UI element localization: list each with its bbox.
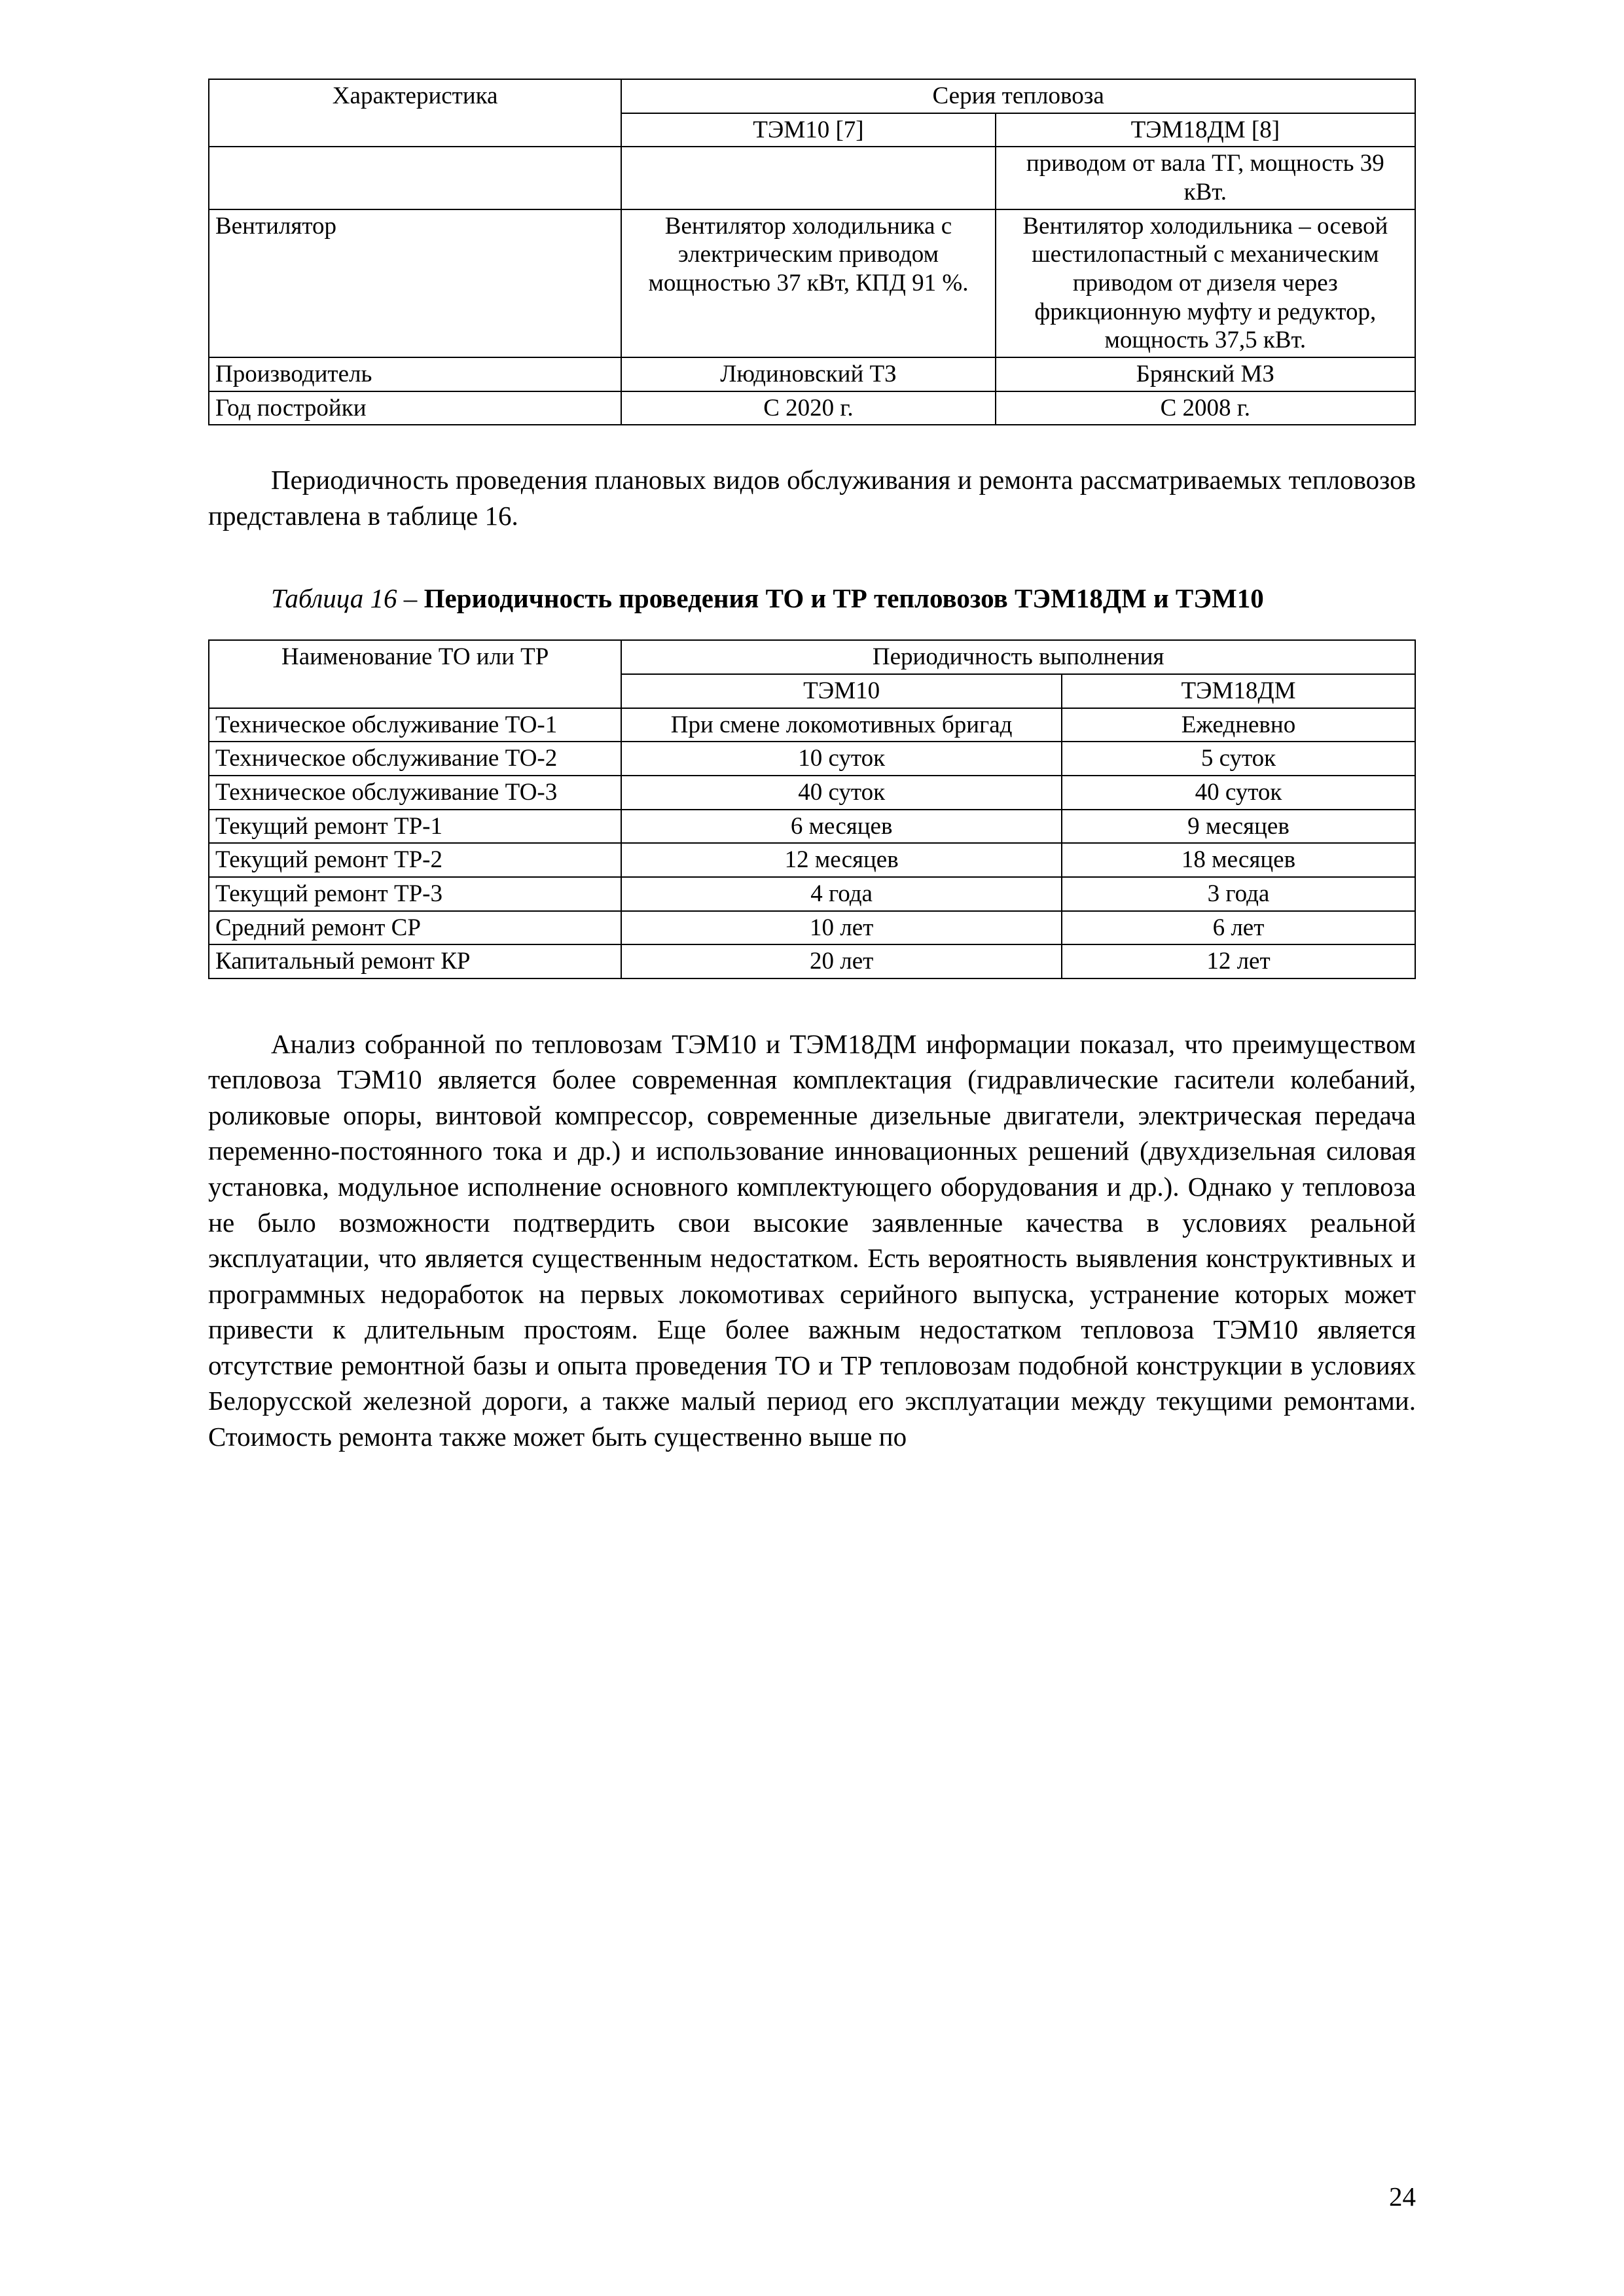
table-row <box>209 708 1415 742</box>
table-row <box>209 843 1415 877</box>
spacer <box>208 425 1416 462</box>
cell-tem10: Людиновский ТЗ <box>621 357 995 391</box>
table-row <box>209 391 1415 425</box>
cell-name: Производитель <box>209 357 621 391</box>
header-cell-tem10: ТЭМ10 [7] <box>621 113 995 147</box>
header-cell-characteristic: Характеристика <box>209 79 621 147</box>
cell-tem18dm: 18 месяцев <box>1062 843 1415 877</box>
header-cell-tem18dm: ТЭМ18ДМ [8] <box>996 113 1415 147</box>
cell-tem18dm: 40 суток <box>1062 776 1415 810</box>
cell-tem18dm: Брянский МЗ <box>996 357 1415 391</box>
table-row <box>209 776 1415 810</box>
cell-tem10: 4 года <box>621 877 1062 911</box>
cell-tem10: 20 лет <box>621 944 1062 978</box>
cell-name: Вентилятор <box>209 209 621 357</box>
cell-tem10: Вентилятор холодильника с электрическим приводом мощностью 37 кВт, КПД 91 %. <box>621 209 995 357</box>
cell-name: Средний ремонт СР <box>209 911 621 945</box>
cell-name: Техническое обслуживание ТО-1 <box>209 708 621 742</box>
cell-tem18dm: 9 месяцев <box>1062 810 1415 844</box>
cell-tem18dm: С 2008 г. <box>996 391 1415 425</box>
cell-name: Техническое обслуживание ТО-3 <box>209 776 621 810</box>
cell-name: Текущий ремонт ТР-3 <box>209 877 621 911</box>
table-header-row <box>209 640 1415 674</box>
header-cell-tem18dm: ТЭМ18ДМ <box>1062 674 1415 708</box>
table-row <box>209 147 1415 209</box>
cell-name: Капитальный ремонт КР <box>209 944 621 978</box>
cell-tem10: 6 месяцев <box>621 810 1062 844</box>
cell-tem10: 10 суток <box>621 742 1062 776</box>
table-row <box>209 877 1415 911</box>
table-row <box>209 742 1415 776</box>
table-maintenance-periodicity <box>208 639 1416 979</box>
page-number: 24 <box>1389 2181 1416 2212</box>
cell-tem18dm: 3 года <box>1062 877 1415 911</box>
table-row <box>209 911 1415 945</box>
cell-name <box>209 147 621 209</box>
cell-tem10: При смене локомотивных бригад <box>621 708 1062 742</box>
header-cell-name: Наименование ТО или ТР <box>209 640 621 708</box>
cell-tem18dm: Ежедневно <box>1062 708 1415 742</box>
cell-tem10: 10 лет <box>621 911 1062 945</box>
header-cell-period-group: Периодичность выполнения <box>621 640 1415 674</box>
cell-tem10 <box>621 147 995 209</box>
cell-name: Текущий ремонт ТР-2 <box>209 843 621 877</box>
cell-tem10: 12 месяцев <box>621 843 1062 877</box>
cell-tem18dm: 6 лет <box>1062 911 1415 945</box>
header-cell-tem10: ТЭМ10 <box>621 674 1062 708</box>
table-row <box>209 209 1415 357</box>
table-row <box>209 944 1415 978</box>
cell-tem18dm: 5 суток <box>1062 742 1415 776</box>
cell-tem18dm: Вентилятор холодильника – осевой шестилопастный с механическим приводом от дизеля через фрикционную муфту и редуктор, мощность 37,5 кВт. <box>996 209 1415 357</box>
spacer <box>208 533 1416 581</box>
cell-name: Текущий ремонт ТР-1 <box>209 810 621 844</box>
spacer <box>208 616 1416 639</box>
caption-title: Периодичность проведения ТО и ТР тепловозов ТЭМ18ДМ и ТЭМ10 <box>424 583 1264 614</box>
paragraph-periodicity-intro: Периодичность проведения плановых видов обслуживания и ремонта рассматриваемых тепловозов представлена в таблице 16. <box>208 465 1416 531</box>
table-16-caption <box>208 581 1416 616</box>
cell-tem18dm: 12 лет <box>1062 944 1415 978</box>
header-cell-series-group: Серия тепловоза <box>621 79 1415 113</box>
spacer <box>208 979 1416 1026</box>
cell-name: Год постройки <box>209 391 621 425</box>
cell-tem10: 40 суток <box>621 776 1062 810</box>
cell-name: Техническое обслуживание ТО-2 <box>209 742 621 776</box>
cell-tem10: С 2020 г. <box>621 391 995 425</box>
table-row <box>209 810 1415 844</box>
table-header-row <box>209 79 1415 113</box>
table-locomotive-characteristics <box>208 79 1416 425</box>
table-row <box>209 357 1415 391</box>
paragraph-analysis: Анализ собранной по тепловозам ТЭМ10 и ТЭМ18ДМ информации показал, что преимуществом тепловоза ТЭМ10 является более современная комплектация (гидравлические гасители колебаний, роликовые опоры, винтовой компрессор, современные дизельные двигатели, электрическая передача переменно-постоянного тока и др.) и использование инновационных решений (двухдизельная силовая установка, модульное исполнение основного комплектующего оборудования и др.). Однако у тепловоза не было возможности подтвердить свои высокие заявленные качества в условиях реальной эксплуатации, что является существенным недостатком. Есть вероятность выявления конструктивных и программных недоработок на первых локомотивах серийного выпуска, устранение которых может привести к длительным простоям. Еще более важным недостатком тепловоза ТЭМ10 является отсутствие ремонтной базы и опыта проведения ТО и ТР тепловозам подобной конструкции в условиях Белорусской железной дороги, а также малый период его эксплуатации между текущими ремонтами. Стоимость ремонта также может быть существенно выше по <box>208 1028 1416 1452</box>
caption-label: Таблица 16 – <box>271 583 424 614</box>
cell-tem18dm: приводом от вала ТГ, мощность 39 кВт. <box>996 147 1415 209</box>
